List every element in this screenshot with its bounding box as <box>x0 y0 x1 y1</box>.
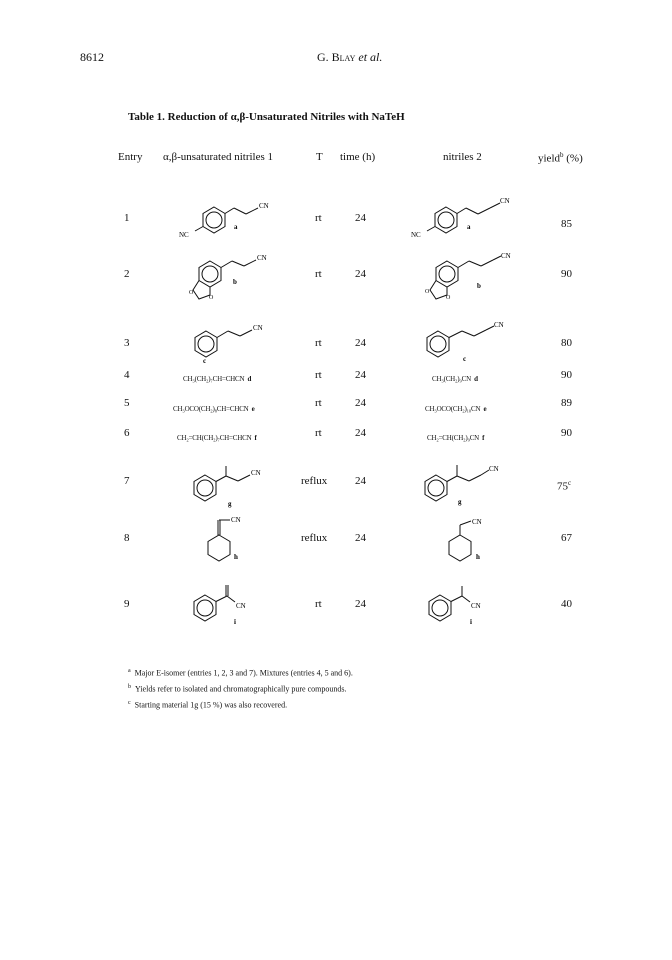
reactant-formula-1f <box>177 434 257 442</box>
cn-label: CN <box>501 252 511 260</box>
header-yield-label: yield <box>538 152 560 165</box>
cn-label: CN <box>231 516 241 524</box>
header-yield <box>538 151 583 165</box>
footnote-a-mark: a <box>128 668 131 674</box>
row-2-time: 24 <box>355 268 366 280</box>
reactant-formula-1e <box>173 405 255 413</box>
header-yield-unit: (%) <box>563 152 583 165</box>
structure-2i <box>414 582 514 630</box>
row-7-entry: 7 <box>124 475 130 487</box>
product-label-2h: h <box>476 553 480 561</box>
reactant-label-1b: b <box>233 278 237 286</box>
row-5-yield: 89 <box>561 397 572 409</box>
cn-label: CN <box>471 602 481 610</box>
structure-2b <box>409 250 524 310</box>
cn-label: CN <box>236 602 246 610</box>
product-formula-2f <box>427 434 484 442</box>
header-entry: Entry <box>118 151 143 163</box>
structure-1b <box>166 250 281 310</box>
oxygen-atom-label: O <box>209 295 214 301</box>
row-9-temp: rt <box>315 598 322 610</box>
row-9-time: 24 <box>355 598 366 610</box>
row-2-entry: 2 <box>124 268 130 280</box>
cn-label: CN <box>259 202 269 210</box>
reactant-label-1f: f <box>254 434 257 442</box>
row-8-yield: 67 <box>561 532 572 544</box>
header-yield-footnote: b <box>560 151 564 159</box>
row-3-entry: 3 <box>124 337 130 349</box>
oxygen-atom-label: O <box>189 290 194 296</box>
header-reactant: α,β-unsaturated nitriles 1 <box>163 151 274 163</box>
structure-1a <box>176 196 281 246</box>
authors-small-caps: lay <box>339 50 356 64</box>
row-4-time: 24 <box>355 369 366 381</box>
product-formula-2e-text: CH₃OCO(CH₂)₁₀CN <box>425 405 481 413</box>
footnote-a <box>128 668 353 678</box>
cn-label: CN <box>500 197 510 205</box>
oxygen-atom-label: O <box>425 289 430 295</box>
product-formula-2f-text: CH₂=CH(CH₂)₉CN <box>427 434 480 442</box>
footnote-a-text: Major E-isomer (entries 1, 2, 3 and 7). Mixtures (entries 4, 5 and 6). <box>134 668 353 678</box>
header-time: time (h) <box>340 151 376 163</box>
product-label-2e: e <box>483 405 487 413</box>
cn-label: CN <box>489 465 499 473</box>
oxygen-atom-label: O <box>446 295 451 301</box>
cn-label: CN <box>494 321 504 329</box>
footnote-b-mark: b <box>128 684 131 690</box>
product-formula-2d-text: CH₃(CH₂)₉CN <box>432 375 471 383</box>
product-label-2b: b <box>477 282 481 290</box>
row-3-time: 24 <box>355 337 366 349</box>
product-label-2g: g <box>458 498 462 506</box>
reactant-label-1d: d <box>247 375 252 383</box>
footnote-b <box>128 684 347 694</box>
structure-2h <box>437 515 517 575</box>
header-temperature: T <box>316 151 323 163</box>
structure-1g <box>180 462 280 510</box>
product-label-2c: c <box>463 355 467 363</box>
footnote-c-text: Starting material 1g (15 %) was also recovered. <box>134 700 288 710</box>
row-1-entry: 1 <box>124 212 130 224</box>
product-formula-2d <box>432 375 478 383</box>
structure-1i <box>178 582 278 630</box>
row-7-yield-footnote: c <box>568 479 572 487</box>
page-number: 8612 <box>80 50 104 64</box>
cn-label: CN <box>253 324 263 332</box>
row-8-entry: 8 <box>124 532 130 544</box>
footnote-c <box>128 700 287 710</box>
row-3-yield: 80 <box>561 337 572 349</box>
row-8-temp: reflux <box>301 532 328 544</box>
row-9-yield: 40 <box>561 598 572 610</box>
row-1-yield: 85 <box>561 218 572 230</box>
product-label-2d: d <box>474 375 478 383</box>
product-label-2a: a <box>467 223 471 231</box>
row-2-temp: rt <box>315 268 322 280</box>
row-6-yield: 90 <box>561 427 572 439</box>
row-4-entry: 4 <box>124 369 130 381</box>
row-8-time: 24 <box>355 532 366 544</box>
row-6-entry: 6 <box>124 427 130 439</box>
row-1-time: 24 <box>355 212 366 224</box>
reactant-formula-1d <box>183 375 251 383</box>
structure-2a <box>410 196 525 246</box>
authors-etal: et al. <box>358 50 383 64</box>
row-2-yield: 90 <box>561 268 572 280</box>
row-7-time: 24 <box>355 475 366 487</box>
footnote-b-text: Yields refer to isolated and chromatographically pure compounds. <box>135 684 347 694</box>
reactant-label-1h: h <box>234 553 238 561</box>
reactant-label-1c: c <box>203 357 207 365</box>
row-5-time: 24 <box>355 397 366 409</box>
structure-1h <box>196 515 276 575</box>
cn-label: CN <box>257 254 267 262</box>
row-5-temp: rt <box>315 397 322 409</box>
row-4-temp: rt <box>315 369 322 381</box>
header-product: nitriles 2 <box>443 151 482 163</box>
reactant-formula-1e-text: CH₃OCO(CH₂)₈CH=CHCN <box>173 405 249 413</box>
nc-substituent-label: NC <box>179 231 189 239</box>
row-7-temp: reflux <box>301 475 328 487</box>
reactant-label-1a: a <box>234 223 238 231</box>
structure-2g <box>413 462 523 510</box>
structure-2c <box>412 318 522 366</box>
table-caption: Table 1. Reduction of α,β-Unsaturated Nitriles with NaTeH <box>128 111 405 123</box>
reactant-label-1g: g <box>228 500 232 508</box>
product-label-2i: i <box>470 618 472 626</box>
footnote-c-mark: c <box>128 700 131 706</box>
product-formula-2e <box>425 405 486 413</box>
row-6-time: 24 <box>355 427 366 439</box>
authors-main: G. B <box>317 50 340 64</box>
row-7-yield <box>557 479 571 493</box>
reactant-formula-1d-text: CH₃(CH₂)₇CH=CHCN <box>183 375 245 383</box>
product-label-2f: f <box>482 434 485 442</box>
row-1-temp: rt <box>315 212 322 224</box>
reactant-label-1e: e <box>251 405 255 413</box>
row-6-temp: rt <box>315 427 322 439</box>
row-3-temp: rt <box>315 337 322 349</box>
nc-substituent-label: NC <box>411 231 421 239</box>
reactant-label-1i: i <box>234 618 236 626</box>
row-4-yield: 90 <box>561 369 572 381</box>
cn-label: CN <box>472 518 482 526</box>
row-9-entry: 9 <box>124 598 130 610</box>
structure-1c <box>178 318 278 366</box>
cn-label: CN <box>251 469 261 477</box>
row-7-yield-value: 75 <box>557 480 568 493</box>
row-5-entry: 5 <box>124 397 130 409</box>
running-head-authors <box>317 50 382 65</box>
reactant-formula-1f-text: CH₂=CH(CH₂)₇CH=CHCN <box>177 434 252 442</box>
